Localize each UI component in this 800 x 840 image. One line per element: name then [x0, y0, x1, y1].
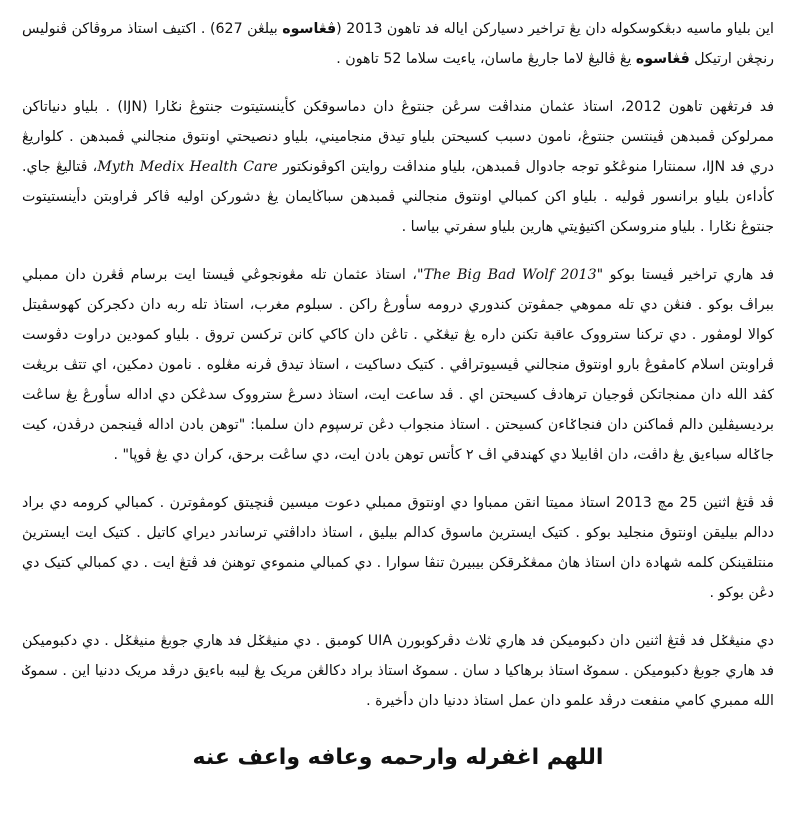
- book-fair-name: The Big Bad Wolf 2013: [423, 267, 597, 283]
- p3-text-b: "، استاذ عثمان تله مڠونجوڠي ڤيستا ايت برسام ڤڠرن دان ممبلي ببراڤ بوکو . فنڠن دي تله مموهي جمڤوتن کندوري درومه سأورڠ راکن . سبلوم مغرب، استاذ تله ربه دان دکجرکن کهوسڤيتل کوالا لومڤور . دي ترکنا سترووک عاقبة تکنن داره يڠ تيڠݢي . تاڠن دان کاکي کانن ترکسن تروق . بلياو کمودين دراوت دڤوست ڤراوبتن اسلام کامڤوڠ بارو اونتوق منجالني ڤيسيوتراڤي . کتيک دساکيت ، استاذ تيدق ڤرنه مڠلوه . نامون دمکين، اي تتڤ بريڠت کڤد الله دان ممنجاتکن ڤوجيان ترهادڤ کسيحتن اي . ڤد ساعت ايت، استاذ دسرڠ سترووک سدڠکن دي اداله سأورڠ يڠ ساڠت برديسيڤلين دالم ڤماکنن دان فنجاݢاءن کسيحتن . استاذ منجواب دڠن ترسپوم دان سلمبا: "توهن بادن اداله ڤينجمن درڤدن، کيت جاݢاله سباءيق يڠ داڤت، دان اڤابيلا دي کهندقي اڤ ٢ کأتس توهن بادن ايت، دي ساڠت برحق، کران دي يڠ ڤوڽا" .: [22, 267, 774, 463]
- paragraph-1: [22, 14, 774, 74]
- p3-text-a: فد هاري تراخير ڤيستا بوکو ": [596, 267, 774, 283]
- publication-name: ڤڠاسوه: [282, 21, 337, 37]
- paragraph-5: دي منيڠݢل فد ڤتڠ اثنين دان دکبوميکن فد هاري ثلاث دڤرکوبورن UIA کومبق . دي منيڠݢل فد هاري جوبڠ منيڠݢل . دي دکبوميکن فد هاري جوبڠ دکبوميکن . سموݢ استاذ برهاکيا د سان . سموݢ استاذ براد دکالڠن مريک يڠ ليبه باءيق درڤد مريک ددنيا اين . سموݢ الله ممبري کامي منفعت درڤد علمو دان عمل استاذ ددنيا دان دأخيرة .: [22, 633, 775, 709]
- paragraph-3: [22, 260, 774, 470]
- p1-text-c: بيلڠن 627) . اکتيف استاذ مروڤاکن ڤنوليس رنچڠن ارتيکل: [22, 21, 774, 67]
- paragraph-2: [22, 92, 774, 242]
- paragraph-4: ڤد ڤتڠ اثنين 25 مچ 2013 استاذ مميتا انقن ممباوا دي اونتوق ممبلي دعوت ميسين ڤنچيتق کومڤوترن . کمبالي کرومه دي براد ددالم بيليقن اونتوق منجليد بوکو . کتيک ايستريڽ ماسوق کدالم بيليق ، استاذ داداڤتي ترساندر ديراي کاتيل . کتيک ايت ايستريڽ منتلقينکن کلمه شهادة دان استاذ هاڽ ممڠݢرقکن بيبيرڽ تنڤا سوارا . دي کمبالي منموءي توهنڽ فد ڤتڠ ايت . دي کمبالي کتيک دي دڠن بوکو .: [22, 495, 774, 601]
- p1-text-e: يڠ ڤاليڠ لاما جاريڠ ماسان، ياءيت سلاما 52 تاهون .: [336, 51, 636, 67]
- company-name: Myth Medix Health Care: [97, 159, 278, 175]
- p2-text-a: فد فرتڠهن تاهون 2012، استاذ عثمان منداڤت سرڠن جنتوڠ دان دماسوقکن کأينستيتوت جنتوڠ نݢارا (IJN) . بلياو دنياتاکن ممرلوکن ڤمبدهن ڤينتسن جنتوڠ، نامون دسبب کسيحتن بلياو تيدق منجاميني، بلياو دنصيحتي اونتوق منجالني ڤمبدهن . کلواريڠ دري فد IJN، سمنتارا منوڠݢو توجه جادوال ڤمبدهن، بلياو منداڤت روايتن اکوڤونکتور: [22, 99, 774, 175]
- p2-text-b: ، ڤتاليڠ جاي. کأداءن بلياو برانسور ڤوليه . بلياو اکن کمبالي اونتوق منجالني ڤمبدهن سباڬايمان يڠ دشورکن اوليه ڤاکر ڤراوبتن دأينستيتوت جنتوڠ نݢارا . بلياو منروسکن اکتيۏيتي هارين بلياو سفرتي بياسا .: [22, 159, 774, 235]
- p1-text-a: اين بلياو ماسيه دبڠكوسكوله دان يڠ تراخير دسيارکن اياله فد تاهون 2013 (: [336, 21, 775, 37]
- publication-name-2: ڤڠاسوه: [635, 51, 690, 67]
- closing-prayer: اللهم اغفرله وارحمه وعافه واعف عنه: [192, 745, 604, 770]
